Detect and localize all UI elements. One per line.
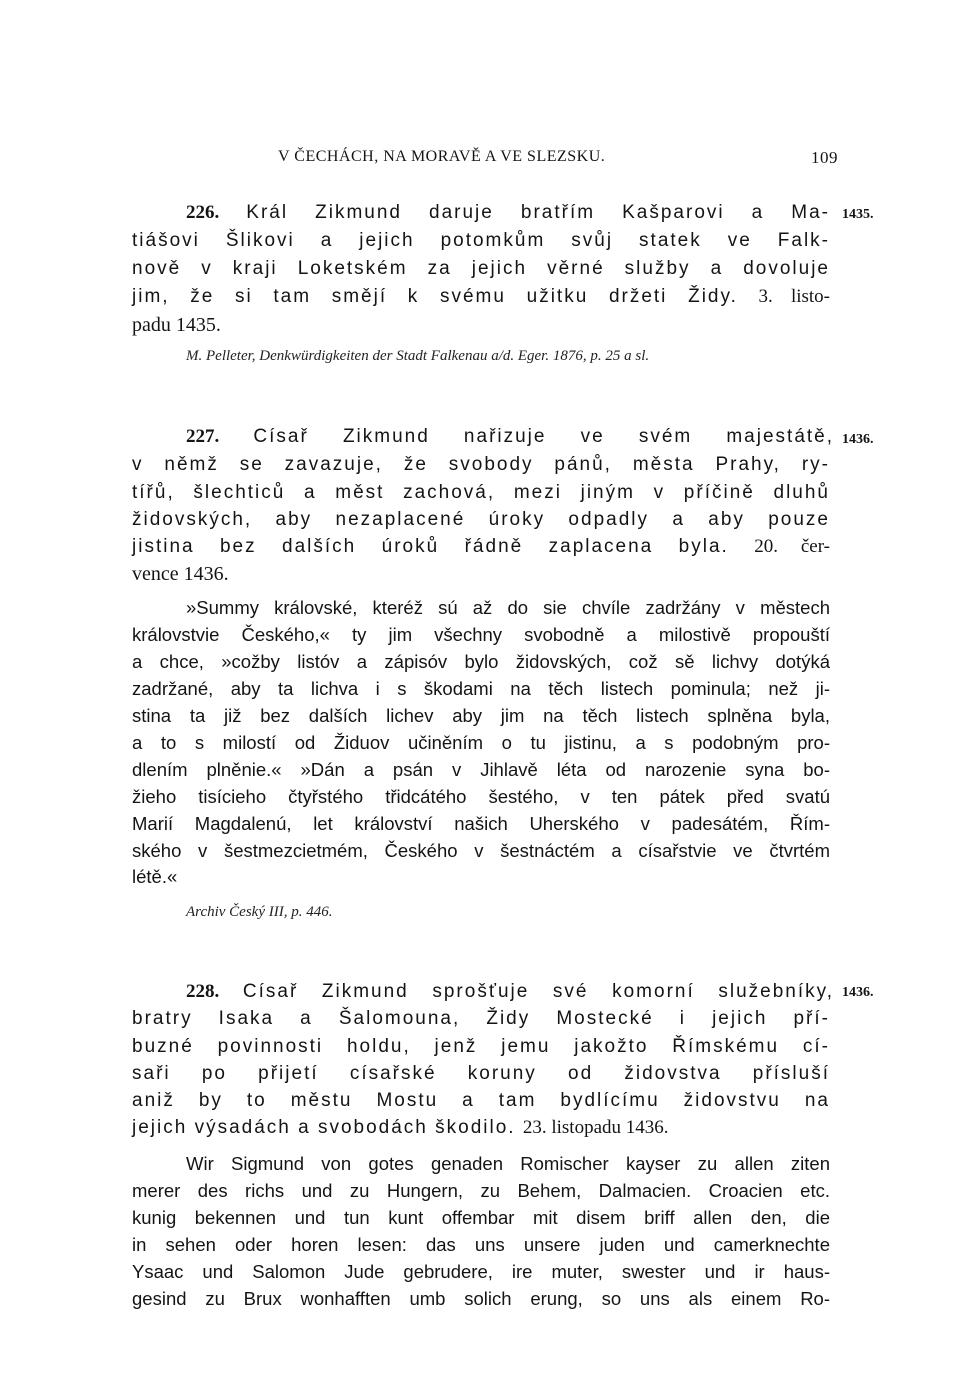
entry-227-number: 227. xyxy=(186,426,220,447)
entry-227-line-5: jistina bez dalších úroků řádně zaplacena byla. 20. čer- xyxy=(132,536,830,557)
entry-227-quote-line-3: a chce, »cožby listóv a zápisóv bylo židovských, což sě lichvy dotýká xyxy=(132,651,830,672)
entry-228-year: 1436. xyxy=(842,985,874,1000)
page-number: 109 xyxy=(811,148,838,167)
entry-227-quote-line-11: létě.« xyxy=(132,866,178,887)
running-head-title: V ČECHÁCH, NA MORAVĚ A VE SLEZSKU. xyxy=(278,148,606,165)
entry-227-citation: Archiv Český III, p. 446. xyxy=(186,904,333,920)
entry-226-number: 226. xyxy=(186,202,220,223)
entry-226-line-4: jim, že si tam smějí k svému užitku držeti Židy. 3. listo- xyxy=(132,286,831,307)
entry-228-line-2: bratry Isaka a Šalomouna, Židy Mostecké i jejich pří- xyxy=(132,1008,830,1029)
entry-226-line-5: padu 1435. xyxy=(132,314,221,336)
entry-228-line-3: buzné povinnosti holdu, jenž jemu jakožto Římskému cí- xyxy=(132,1036,830,1057)
entry-228-quote-line-5: Ysaac und Salomon Jude gebrudere, ire muter, swester und ir haus- xyxy=(132,1261,830,1282)
entry-226-citation: M. Pelleter, Denkwürdigkeiten der Stadt Falkenau a/d. Eger. 1876, p. 25 a sl. xyxy=(186,348,650,364)
entry-227-quote-line-8: žieho tisícieho čtyřstého třidcátého šestého, v ten pátek před svatú xyxy=(132,786,830,807)
entry-227-line-2: v němž se zavazuje, že svobody pánů, města Prahy, ry- xyxy=(132,454,830,475)
entry-227-line-1: 227. Císař Zikmund nařizuje ve svém majestátě, xyxy=(186,426,835,447)
entry-227-quote-line-7: dlením plněnie.« »Dán a psán v Jihlavě léta od narozenie syna bo- xyxy=(132,759,830,780)
entry-228-quote-line-4: in sehen oder horen lesen: das uns unsere juden und camerknechte xyxy=(132,1234,830,1255)
entry-228-line-1: 228. Císař Zikmund sprošťuje své komorní služebníky, xyxy=(186,981,835,1002)
entry-227-quote-line-6: a to s milostí od Židuov učiněním o tu jistinu, a s podobným pro- xyxy=(132,732,830,753)
entry-226-line-2: tiášovi Šlikovi a jejich potomkům svůj statek ve Falk- xyxy=(132,230,830,251)
entry-228-quote-line-1: Wir Sigmund von gotes genaden Romischer kayser zu allen ziten xyxy=(186,1153,830,1174)
entry-227-quote-line-2: královstvie Českého,« ty jim všechny svobodně a milostivě propouští xyxy=(132,624,830,645)
entry-228-quote-line-6: gesind zu Brux wonhafften umb solich erung, so uns als einem Ro- xyxy=(132,1288,830,1309)
entry-227-quote-line-5: stina ta již bez dalších lichev aby jim na těch listech splněna byla, xyxy=(132,705,830,726)
entry-226-line-3: nově v kraji Loketském za jejich věrné služby a dovoluje xyxy=(132,258,830,279)
entry-228-number: 228. xyxy=(186,981,220,1002)
entry-227-year: 1436. xyxy=(842,432,874,447)
entry-226-line-1: 226. Král Zikmund daruje bratřím Kašparovi a Ma- xyxy=(186,202,830,223)
entry-226-year: 1435. xyxy=(842,207,874,222)
entry-228-line-6: jejich výsadách a svobodách škodilo. 23. listopadu 1436. xyxy=(132,1117,669,1138)
entry-227-line-3: tířů, šlechticů a měst zachová, mezi jiným v příčině dluhů xyxy=(132,482,830,503)
entry-227-line-4: židovských, aby nezaplacené úroky odpadly a aby pouze xyxy=(132,509,830,530)
entry-228-line-5: aniž by to městu Mostu a tam bydlícímu židovstvu na xyxy=(132,1090,830,1111)
entry-227-quote-line-4: zadržané, aby ta lichva i s škodami na těch listech pominula; než ji- xyxy=(132,678,830,699)
entry-227-quote-line-1: »Summy královské, kteréž sú až do sie chvíle zadržány v městech xyxy=(186,597,830,618)
entry-228-line-4: saři po přijetí císařské koruny od židovstva přísluší xyxy=(132,1063,830,1084)
entry-228-quote-line-2: merer des richs und zu Hungern, zu Behem, Dalmacien. Croacien etc. xyxy=(132,1180,830,1201)
entry-228-quote-line-3: kunig bekennen und tun kunt offembar mit disem briff allen den, die xyxy=(132,1207,830,1228)
entry-227-quote-line-9: Marií Magdalenú, let království našich Uherského v padesátém, Řím- xyxy=(132,813,830,834)
entry-227-quote-line-10: ského v šestmezcietmém, Českého v šestnáctém a císařstvie ve čtvrtém xyxy=(132,840,830,861)
entry-227-line-6: vence 1436. xyxy=(132,563,229,585)
